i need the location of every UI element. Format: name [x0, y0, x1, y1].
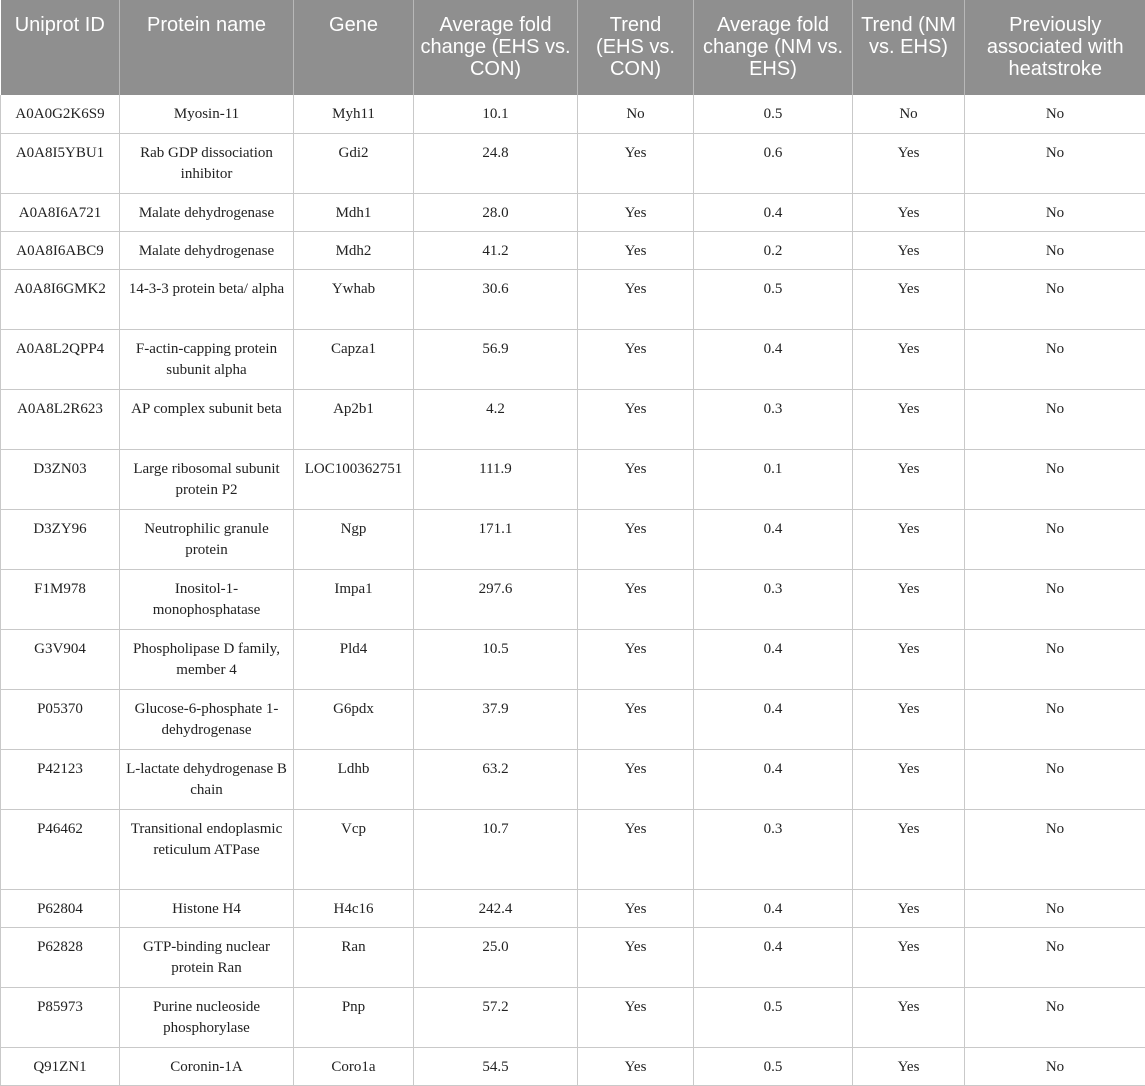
cell-trend-ehs-vs-con: Yes: [578, 389, 694, 449]
cell-protein-name: Neutrophilic granule protein: [120, 509, 294, 569]
cell-trend-nm-vs-ehs: Yes: [853, 889, 965, 927]
cell-fold-change-nm-vs-ehs: 0.4: [694, 749, 853, 809]
cell-fold-change-nm-vs-ehs: 0.4: [694, 193, 853, 231]
cell-uniprot-id: F1M978: [1, 569, 120, 629]
cell-fold-change-ehs-vs-con: 37.9: [414, 689, 578, 749]
cell-trend-nm-vs-ehs: Yes: [853, 927, 965, 987]
cell-uniprot-id: P05370: [1, 689, 120, 749]
cell-uniprot-id: P85973: [1, 987, 120, 1047]
table-row: [1, 629, 1145, 689]
cell-fold-change-ehs-vs-con: 4.2: [414, 389, 578, 449]
cell-gene: Capza1: [294, 329, 414, 389]
cell-fold-change-ehs-vs-con: 28.0: [414, 193, 578, 231]
cell-trend-nm-vs-ehs: Yes: [853, 329, 965, 389]
cell-trend-ehs-vs-con: Yes: [578, 1047, 694, 1085]
table-row: [1, 389, 1145, 449]
cell-fold-change-ehs-vs-con: 10.5: [414, 629, 578, 689]
cell-previously-associated: No: [965, 889, 1145, 927]
cell-protein-name: GTP-binding nuclear protein Ran: [120, 927, 294, 987]
cell-previously-associated: No: [965, 329, 1145, 389]
cell-trend-nm-vs-ehs: No: [853, 95, 965, 133]
cell-fold-change-ehs-vs-con: 297.6: [414, 569, 578, 629]
cell-trend-ehs-vs-con: Yes: [578, 689, 694, 749]
cell-previously-associated: No: [965, 95, 1145, 133]
cell-previously-associated: No: [965, 133, 1145, 193]
cell-fold-change-nm-vs-ehs: 0.3: [694, 389, 853, 449]
cell-trend-ehs-vs-con: Yes: [578, 809, 694, 889]
cell-previously-associated: No: [965, 193, 1145, 231]
cell-trend-ehs-vs-con: Yes: [578, 749, 694, 809]
cell-trend-nm-vs-ehs: Yes: [853, 569, 965, 629]
header-trend-ehs-vs-con: Trend (EHS vs. CON): [578, 0, 694, 95]
table-row: [1, 269, 1145, 329]
cell-protein-name: 14-3-3 protein beta/ alpha: [120, 269, 294, 329]
cell-trend-nm-vs-ehs: Yes: [853, 1047, 965, 1085]
cell-trend-ehs-vs-con: Yes: [578, 889, 694, 927]
cell-gene: Vcp: [294, 809, 414, 889]
cell-previously-associated: No: [965, 569, 1145, 629]
header-row: [1, 0, 1145, 95]
cell-fold-change-ehs-vs-con: 63.2: [414, 749, 578, 809]
cell-uniprot-id: A0A8L2R623: [1, 389, 120, 449]
cell-fold-change-ehs-vs-con: 54.5: [414, 1047, 578, 1085]
cell-trend-nm-vs-ehs: Yes: [853, 269, 965, 329]
header-fold-change-ehs-vs-con: Average fold change (EHS vs. CON): [414, 0, 578, 95]
cell-protein-name: Phospholipase D family, member 4: [120, 629, 294, 689]
cell-protein-name: Histone H4: [120, 889, 294, 927]
cell-uniprot-id: A0A8I6GMK2: [1, 269, 120, 329]
cell-trend-ehs-vs-con: Yes: [578, 269, 694, 329]
cell-uniprot-id: A0A8I5YBU1: [1, 133, 120, 193]
cell-fold-change-ehs-vs-con: 24.8: [414, 133, 578, 193]
cell-fold-change-nm-vs-ehs: 0.4: [694, 689, 853, 749]
cell-trend-ehs-vs-con: No: [578, 95, 694, 133]
cell-trend-nm-vs-ehs: Yes: [853, 509, 965, 569]
cell-fold-change-nm-vs-ehs: 0.5: [694, 987, 853, 1047]
cell-fold-change-nm-vs-ehs: 0.5: [694, 95, 853, 133]
cell-uniprot-id: P42123: [1, 749, 120, 809]
cell-uniprot-id: D3ZN03: [1, 449, 120, 509]
cell-previously-associated: No: [965, 987, 1145, 1047]
cell-fold-change-ehs-vs-con: 10.7: [414, 809, 578, 889]
cell-fold-change-nm-vs-ehs: 0.4: [694, 629, 853, 689]
cell-previously-associated: No: [965, 689, 1145, 749]
cell-gene: Impa1: [294, 569, 414, 629]
cell-uniprot-id: A0A8I6ABC9: [1, 231, 120, 269]
cell-previously-associated: No: [965, 809, 1145, 889]
cell-fold-change-nm-vs-ehs: 0.3: [694, 809, 853, 889]
cell-gene: Pld4: [294, 629, 414, 689]
cell-trend-ehs-vs-con: Yes: [578, 231, 694, 269]
cell-previously-associated: No: [965, 449, 1145, 509]
cell-fold-change-nm-vs-ehs: 0.5: [694, 269, 853, 329]
cell-fold-change-ehs-vs-con: 57.2: [414, 987, 578, 1047]
cell-gene: Ywhab: [294, 269, 414, 329]
cell-fold-change-ehs-vs-con: 111.9: [414, 449, 578, 509]
cell-uniprot-id: Q91ZN1: [1, 1047, 120, 1085]
cell-previously-associated: No: [965, 231, 1145, 269]
cell-trend-nm-vs-ehs: Yes: [853, 193, 965, 231]
cell-fold-change-nm-vs-ehs: 0.4: [694, 889, 853, 927]
cell-trend-nm-vs-ehs: Yes: [853, 231, 965, 269]
cell-gene: Myh11: [294, 95, 414, 133]
cell-trend-nm-vs-ehs: Yes: [853, 629, 965, 689]
cell-protein-name: Malate dehydrogenase: [120, 193, 294, 231]
cell-protein-name: AP complex subunit beta: [120, 389, 294, 449]
table-row: [1, 95, 1145, 133]
cell-fold-change-nm-vs-ehs: 0.4: [694, 509, 853, 569]
cell-gene: LOC100362751: [294, 449, 414, 509]
table-body: [1, 95, 1145, 1085]
cell-fold-change-ehs-vs-con: 10.1: [414, 95, 578, 133]
cell-protein-name: Myosin-11: [120, 95, 294, 133]
cell-trend-ehs-vs-con: Yes: [578, 449, 694, 509]
cell-gene: Ran: [294, 927, 414, 987]
cell-fold-change-nm-vs-ehs: 0.2: [694, 231, 853, 269]
table-row: [1, 1047, 1145, 1085]
cell-trend-nm-vs-ehs: Yes: [853, 689, 965, 749]
cell-trend-ehs-vs-con: Yes: [578, 629, 694, 689]
cell-uniprot-id: P62828: [1, 927, 120, 987]
table-row: [1, 927, 1145, 987]
cell-protein-name: Malate dehydrogenase: [120, 231, 294, 269]
cell-trend-ehs-vs-con: Yes: [578, 329, 694, 389]
cell-fold-change-nm-vs-ehs: 0.6: [694, 133, 853, 193]
cell-trend-nm-vs-ehs: Yes: [853, 987, 965, 1047]
cell-previously-associated: No: [965, 927, 1145, 987]
cell-trend-nm-vs-ehs: Yes: [853, 133, 965, 193]
cell-protein-name: Inositol-1-monophosphatase: [120, 569, 294, 629]
table-row: [1, 231, 1145, 269]
cell-fold-change-nm-vs-ehs: 0.4: [694, 329, 853, 389]
cell-protein-name: F-actin-capping protein subunit alpha: [120, 329, 294, 389]
header-protein-name: Protein name: [120, 0, 294, 95]
header-uniprot-id: Uniprot ID: [1, 0, 120, 95]
cell-protein-name: Transitional endoplasmic reticulum ATPase: [120, 809, 294, 889]
cell-gene: Ldhb: [294, 749, 414, 809]
cell-trend-ehs-vs-con: Yes: [578, 987, 694, 1047]
cell-gene: Pnp: [294, 987, 414, 1047]
cell-uniprot-id: P62804: [1, 889, 120, 927]
cell-protein-name: Rab GDP dissociation inhibitor: [120, 133, 294, 193]
table-row: [1, 449, 1145, 509]
cell-gene: G6pdx: [294, 689, 414, 749]
cell-gene: Coro1a: [294, 1047, 414, 1085]
cell-trend-nm-vs-ehs: Yes: [853, 809, 965, 889]
cell-protein-name: Purine nucleoside phosphorylase: [120, 987, 294, 1047]
header-gene: Gene: [294, 0, 414, 95]
table-row: [1, 329, 1145, 389]
cell-trend-nm-vs-ehs: Yes: [853, 389, 965, 449]
cell-gene: Mdh1: [294, 193, 414, 231]
cell-previously-associated: No: [965, 749, 1145, 809]
cell-uniprot-id: D3ZY96: [1, 509, 120, 569]
cell-trend-ehs-vs-con: Yes: [578, 569, 694, 629]
table-row: [1, 889, 1145, 927]
cell-previously-associated: No: [965, 629, 1145, 689]
cell-fold-change-ehs-vs-con: 171.1: [414, 509, 578, 569]
table-row: [1, 193, 1145, 231]
cell-uniprot-id: A0A8L2QPP4: [1, 329, 120, 389]
cell-fold-change-ehs-vs-con: 242.4: [414, 889, 578, 927]
table-row: [1, 689, 1145, 749]
cell-fold-change-nm-vs-ehs: 0.5: [694, 1047, 853, 1085]
cell-fold-change-ehs-vs-con: 56.9: [414, 329, 578, 389]
cell-trend-ehs-vs-con: Yes: [578, 193, 694, 231]
cell-gene: Ngp: [294, 509, 414, 569]
cell-uniprot-id: A0A0G2K6S9: [1, 95, 120, 133]
table-row: [1, 509, 1145, 569]
cell-fold-change-nm-vs-ehs: 0.1: [694, 449, 853, 509]
cell-trend-nm-vs-ehs: Yes: [853, 749, 965, 809]
cell-gene: Ap2b1: [294, 389, 414, 449]
cell-protein-name: Glucose-6-phosphate 1-dehydrogenase: [120, 689, 294, 749]
cell-fold-change-ehs-vs-con: 30.6: [414, 269, 578, 329]
cell-previously-associated: No: [965, 1047, 1145, 1085]
header-trend-nm-vs-ehs: Trend (NM vs. EHS): [853, 0, 965, 95]
cell-fold-change-nm-vs-ehs: 0.3: [694, 569, 853, 629]
cell-gene: H4c16: [294, 889, 414, 927]
table-row: [1, 749, 1145, 809]
cell-fold-change-nm-vs-ehs: 0.4: [694, 927, 853, 987]
cell-protein-name: Large ribosomal subunit protein P2: [120, 449, 294, 509]
cell-trend-nm-vs-ehs: Yes: [853, 449, 965, 509]
header-fold-change-nm-vs-ehs: Average fold change (NM vs. EHS): [694, 0, 853, 95]
cell-trend-ehs-vs-con: Yes: [578, 927, 694, 987]
table-row: [1, 987, 1145, 1047]
header-previously-associated: Previously associated with heatstroke: [965, 0, 1145, 95]
table-row: [1, 133, 1145, 193]
cell-trend-ehs-vs-con: Yes: [578, 133, 694, 193]
cell-trend-ehs-vs-con: Yes: [578, 509, 694, 569]
cell-uniprot-id: P46462: [1, 809, 120, 889]
cell-gene: Mdh2: [294, 231, 414, 269]
cell-uniprot-id: G3V904: [1, 629, 120, 689]
cell-previously-associated: No: [965, 389, 1145, 449]
cell-protein-name: L-lactate dehydrogenase B chain: [120, 749, 294, 809]
cell-previously-associated: No: [965, 509, 1145, 569]
cell-fold-change-ehs-vs-con: 25.0: [414, 927, 578, 987]
cell-uniprot-id: A0A8I6A721: [1, 193, 120, 231]
cell-protein-name: Coronin-1A: [120, 1047, 294, 1085]
cell-fold-change-ehs-vs-con: 41.2: [414, 231, 578, 269]
cell-previously-associated: No: [965, 269, 1145, 329]
table-row: [1, 569, 1145, 629]
table-row: [1, 809, 1145, 889]
cell-gene: Gdi2: [294, 133, 414, 193]
